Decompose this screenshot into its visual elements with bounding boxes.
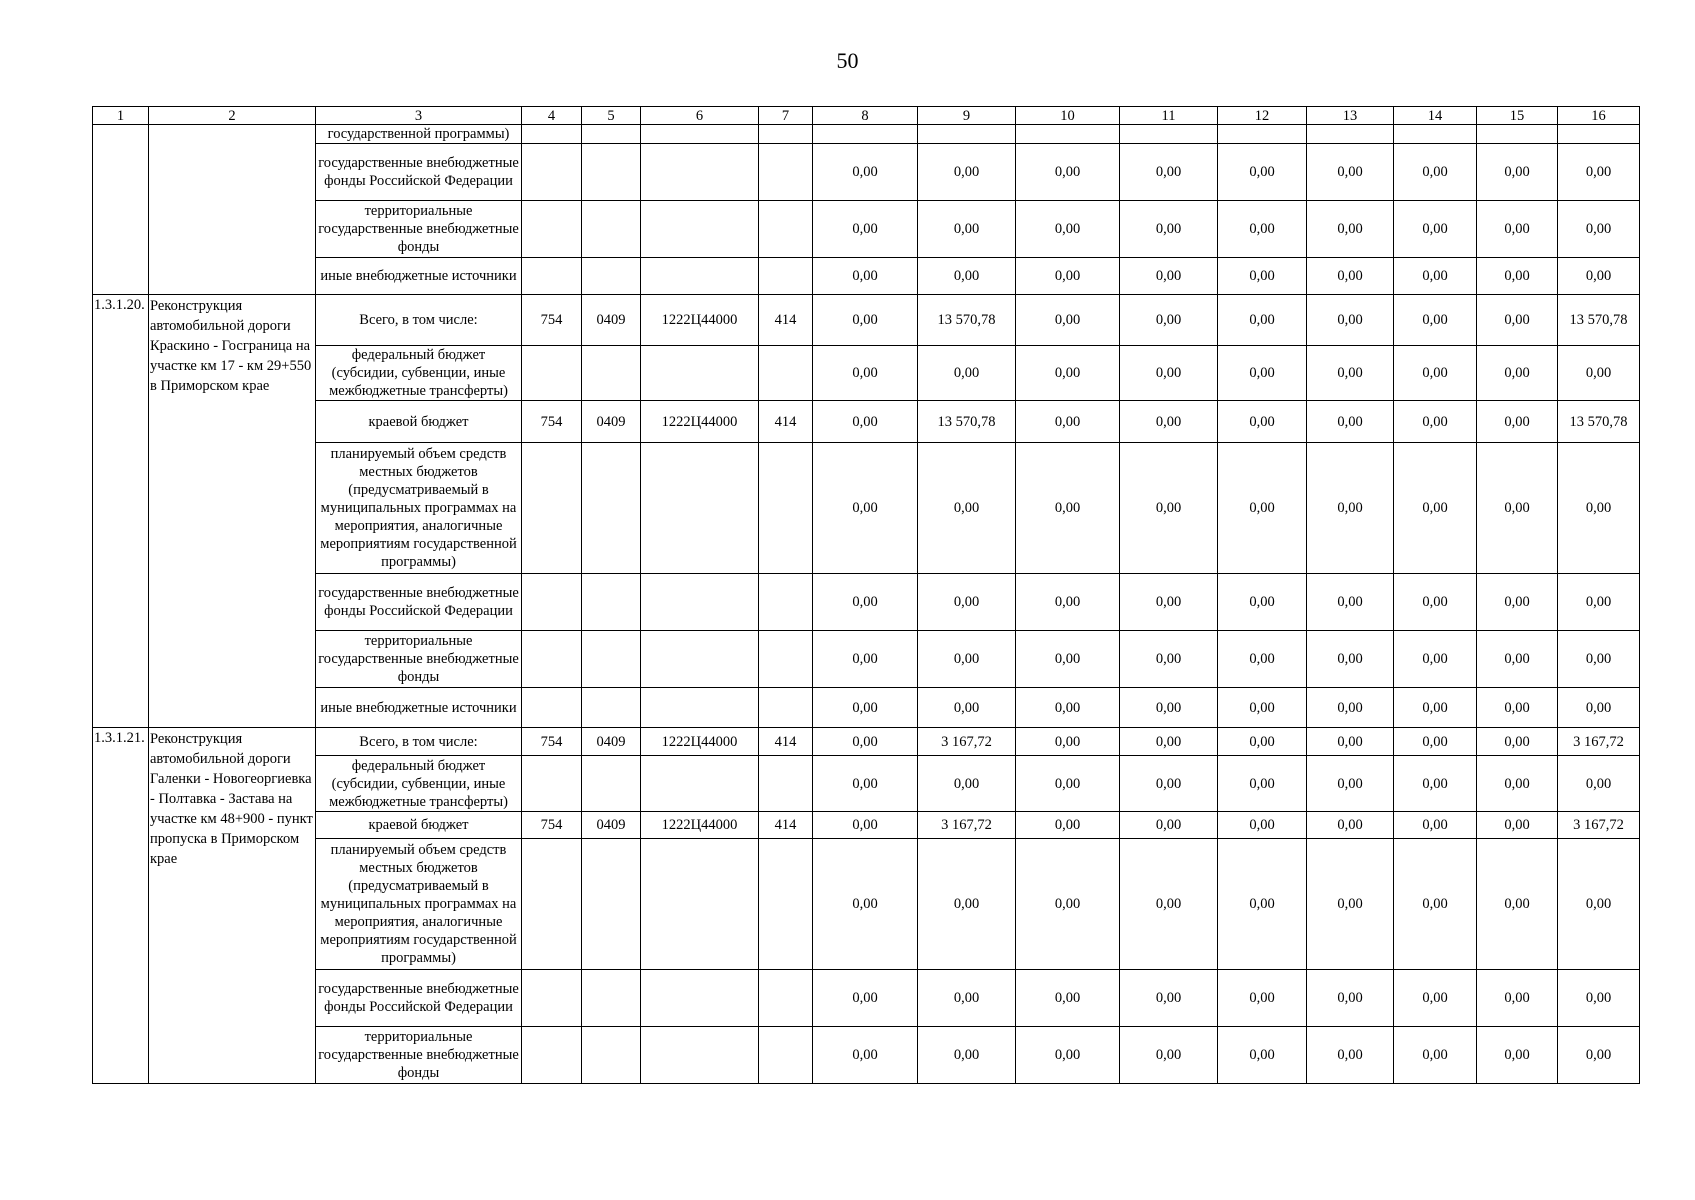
classification-cell: 754 <box>522 812 582 839</box>
amount-cell: 0,00 <box>813 1027 918 1084</box>
table-row <box>93 258 1640 295</box>
amount-cell: 0,00 <box>1558 346 1640 401</box>
amount-cell: 0,00 <box>1307 728 1394 756</box>
amount-cell: 0,00 <box>1477 1027 1558 1084</box>
amount-cell: 0,00 <box>1558 970 1640 1027</box>
amount-cell: 0,00 <box>1120 631 1218 688</box>
funding-source-cell: краевой бюджет <box>316 812 522 839</box>
amount-cell: 0,00 <box>1394 728 1477 756</box>
amount-cell: 0,00 <box>1307 631 1394 688</box>
amount-cell: 0,00 <box>1016 756 1120 812</box>
table-row <box>93 443 1640 574</box>
classification-cell: 0409 <box>582 812 641 839</box>
funding-source-cell: планируемый объем средств местных бюджетов (предусматриваемый в муниципальных программах на мероприятия, аналогичные мероприятиям государственной программы) <box>316 839 522 970</box>
amount-cell: 0,00 <box>813 144 918 201</box>
item-code-cell <box>93 125 149 295</box>
funding-source-cell: государственные внебюджетные фонды Российской Федерации <box>316 574 522 631</box>
amount-cell: 0,00 <box>1477 688 1558 728</box>
amount-cell: 0,00 <box>1218 201 1307 258</box>
classification-cell <box>522 144 582 201</box>
classification-cell: 1222Ц44000 <box>641 295 759 346</box>
classification-cell: 414 <box>759 812 813 839</box>
amount-cell <box>1016 125 1120 144</box>
amount-cell: 0,00 <box>1558 258 1640 295</box>
classification-cell: 0409 <box>582 295 641 346</box>
amount-cell: 0,00 <box>1558 688 1640 728</box>
classification-cell <box>641 346 759 401</box>
amount-cell: 0,00 <box>1307 346 1394 401</box>
amount-cell: 3 167,72 <box>1558 812 1640 839</box>
amount-cell: 0,00 <box>1307 756 1394 812</box>
amount-cell: 0,00 <box>1394 1027 1477 1084</box>
amount-cell: 0,00 <box>1394 295 1477 346</box>
amount-cell: 0,00 <box>1394 401 1477 443</box>
classification-cell: 414 <box>759 295 813 346</box>
amount-cell: 0,00 <box>1218 346 1307 401</box>
funding-source-cell: иные внебюджетные источники <box>316 258 522 295</box>
amount-cell: 3 167,72 <box>1558 728 1640 756</box>
classification-cell <box>759 144 813 201</box>
classification-cell: 754 <box>522 401 582 443</box>
amount-cell: 0,00 <box>1120 970 1218 1027</box>
amount-cell: 0,00 <box>1558 839 1640 970</box>
amount-cell: 0,00 <box>1477 295 1558 346</box>
amount-cell: 0,00 <box>1016 812 1120 839</box>
header-cell: 16 <box>1558 107 1640 125</box>
table-row <box>93 401 1640 443</box>
classification-cell <box>641 144 759 201</box>
amount-cell <box>1120 125 1218 144</box>
amount-cell: 0,00 <box>813 258 918 295</box>
classification-cell <box>759 201 813 258</box>
funding-source-cell: государственные внебюджетные фонды Российской Федерации <box>316 970 522 1027</box>
classification-cell <box>759 346 813 401</box>
amount-cell: 0,00 <box>1394 970 1477 1027</box>
classification-cell <box>522 631 582 688</box>
amount-cell: 0,00 <box>1307 201 1394 258</box>
funding-source-cell: планируемый объем средств местных бюджетов (предусматриваемый в муниципальных программах на мероприятия, аналогичные мероприятиям государственной программы) <box>316 443 522 574</box>
table-row <box>93 346 1640 401</box>
funding-source-cell: Всего, в том числе: <box>316 728 522 756</box>
classification-cell <box>522 125 582 144</box>
classification-cell: 1222Ц44000 <box>641 812 759 839</box>
classification-cell <box>582 839 641 970</box>
amount-cell: 3 167,72 <box>918 812 1016 839</box>
classification-cell <box>582 258 641 295</box>
classification-cell <box>641 970 759 1027</box>
table-row <box>93 728 1640 756</box>
amount-cell: 0,00 <box>1394 574 1477 631</box>
amount-cell: 0,00 <box>1477 812 1558 839</box>
classification-cell: 1222Ц44000 <box>641 728 759 756</box>
table-row <box>93 125 1640 144</box>
classification-cell <box>759 1027 813 1084</box>
page-number: 50 <box>836 48 859 73</box>
amount-cell: 0,00 <box>918 144 1016 201</box>
amount-cell: 0,00 <box>1218 295 1307 346</box>
amount-cell: 0,00 <box>813 295 918 346</box>
classification-cell <box>522 443 582 574</box>
classification-cell: 1222Ц44000 <box>641 401 759 443</box>
amount-cell: 0,00 <box>1394 346 1477 401</box>
classification-cell <box>641 574 759 631</box>
amount-cell: 0,00 <box>1394 443 1477 574</box>
amount-cell: 0,00 <box>1394 688 1477 728</box>
table-row <box>93 574 1640 631</box>
header-cell: 1 <box>93 107 149 125</box>
item-code-cell: 1.3.1.20. <box>93 295 149 728</box>
classification-cell <box>641 688 759 728</box>
amount-cell: 0,00 <box>1307 574 1394 631</box>
amount-cell: 0,00 <box>1394 258 1477 295</box>
header-cell: 13 <box>1307 107 1394 125</box>
amount-cell: 0,00 <box>1016 346 1120 401</box>
classification-cell <box>759 125 813 144</box>
amount-cell: 0,00 <box>1307 839 1394 970</box>
classification-cell <box>522 1027 582 1084</box>
header-cell: 11 <box>1120 107 1218 125</box>
classification-cell <box>641 1027 759 1084</box>
amount-cell: 0,00 <box>813 728 918 756</box>
funding-source-cell: иные внебюджетные источники <box>316 688 522 728</box>
classification-cell <box>759 688 813 728</box>
amount-cell: 0,00 <box>1307 144 1394 201</box>
funding-source-cell: краевой бюджет <box>316 401 522 443</box>
amount-cell: 0,00 <box>1394 839 1477 970</box>
amount-cell: 0,00 <box>1120 201 1218 258</box>
amount-cell: 0,00 <box>1218 688 1307 728</box>
amount-cell: 0,00 <box>918 631 1016 688</box>
amount-cell: 0,00 <box>813 756 918 812</box>
classification-cell <box>759 443 813 574</box>
classification-cell <box>759 756 813 812</box>
amount-cell: 0,00 <box>1394 812 1477 839</box>
header-cell: 14 <box>1394 107 1477 125</box>
amount-cell: 0,00 <box>1120 812 1218 839</box>
classification-cell: 0409 <box>582 401 641 443</box>
amount-cell: 0,00 <box>1218 812 1307 839</box>
amount-cell: 0,00 <box>813 812 918 839</box>
amount-cell: 0,00 <box>918 839 1016 970</box>
amount-cell: 0,00 <box>1307 812 1394 839</box>
funding-source-cell: территориальные государственные внебюджетные фонды <box>316 201 522 258</box>
table-row <box>93 201 1640 258</box>
classification-cell <box>522 688 582 728</box>
classification-cell <box>759 258 813 295</box>
classification-cell <box>582 1027 641 1084</box>
amount-cell: 0,00 <box>1477 839 1558 970</box>
amount-cell: 0,00 <box>1307 1027 1394 1084</box>
amount-cell: 0,00 <box>918 970 1016 1027</box>
header-cell: 7 <box>759 107 813 125</box>
classification-cell <box>582 574 641 631</box>
classification-cell <box>582 346 641 401</box>
amount-cell: 0,00 <box>813 631 918 688</box>
funding-source-cell: государственные внебюджетные фонды Российской Федерации <box>316 144 522 201</box>
amount-cell: 0,00 <box>1120 295 1218 346</box>
amount-cell: 0,00 <box>1477 631 1558 688</box>
table-row <box>93 970 1640 1027</box>
amount-cell: 0,00 <box>1477 574 1558 631</box>
amount-cell: 0,00 <box>1120 258 1218 295</box>
amount-cell: 0,00 <box>813 688 918 728</box>
amount-cell: 0,00 <box>1016 574 1120 631</box>
classification-cell <box>641 443 759 574</box>
header-cell: 3 <box>316 107 522 125</box>
header-cell: 5 <box>582 107 641 125</box>
classification-cell <box>582 125 641 144</box>
header-cell: 12 <box>1218 107 1307 125</box>
amount-cell: 0,00 <box>1218 443 1307 574</box>
amount-cell: 0,00 <box>918 756 1016 812</box>
classification-cell <box>641 756 759 812</box>
classification-cell: 754 <box>522 295 582 346</box>
amount-cell: 0,00 <box>1016 258 1120 295</box>
classification-cell <box>582 201 641 258</box>
amount-cell: 0,00 <box>813 401 918 443</box>
amount-cell <box>813 125 918 144</box>
classification-cell <box>582 756 641 812</box>
amount-cell: 0,00 <box>1016 201 1120 258</box>
amount-cell: 0,00 <box>1016 443 1120 574</box>
classification-cell <box>641 839 759 970</box>
classification-cell <box>641 631 759 688</box>
amount-cell: 0,00 <box>1218 756 1307 812</box>
amount-cell: 13 570,78 <box>918 401 1016 443</box>
header-cell: 15 <box>1477 107 1558 125</box>
budget-table <box>92 106 1640 1084</box>
amount-cell: 0,00 <box>1477 144 1558 201</box>
amount-cell: 0,00 <box>918 1027 1016 1084</box>
header-cell: 4 <box>522 107 582 125</box>
classification-cell: 754 <box>522 728 582 756</box>
amount-cell <box>918 125 1016 144</box>
table-row <box>93 295 1640 346</box>
amount-cell: 0,00 <box>1307 688 1394 728</box>
amount-cell: 0,00 <box>918 201 1016 258</box>
funding-source-cell: государственной программы) <box>316 125 522 144</box>
amount-cell: 0,00 <box>1394 144 1477 201</box>
amount-cell: 0,00 <box>1558 631 1640 688</box>
amount-cell: 0,00 <box>1016 688 1120 728</box>
amount-cell: 0,00 <box>1016 728 1120 756</box>
item-name-cell: Реконструкция автомобильной дороги Галенки - Новогеоргиевка - Полтавка - Застава на участке км 48+900 - пункт пропуска в Приморском крае <box>149 728 316 1084</box>
classification-cell <box>582 443 641 574</box>
amount-cell: 0,00 <box>1477 970 1558 1027</box>
amount-cell: 0,00 <box>1120 1027 1218 1084</box>
amount-cell: 0,00 <box>813 839 918 970</box>
classification-cell <box>759 970 813 1027</box>
funding-source-cell: территориальные государственные внебюджетные фонды <box>316 1027 522 1084</box>
amount-cell: 0,00 <box>1120 574 1218 631</box>
amount-cell <box>1394 125 1477 144</box>
classification-cell <box>522 201 582 258</box>
amount-cell: 0,00 <box>1016 1027 1120 1084</box>
amount-cell: 0,00 <box>1218 839 1307 970</box>
classification-cell <box>759 574 813 631</box>
amount-cell: 0,00 <box>1120 839 1218 970</box>
amount-cell: 0,00 <box>1218 970 1307 1027</box>
amount-cell: 0,00 <box>1558 756 1640 812</box>
amount-cell: 13 570,78 <box>918 295 1016 346</box>
amount-cell: 0,00 <box>1120 401 1218 443</box>
classification-cell <box>641 125 759 144</box>
amount-cell: 0,00 <box>1558 574 1640 631</box>
table-row <box>93 1027 1640 1084</box>
header-cell: 2 <box>149 107 316 125</box>
amount-cell: 0,00 <box>1394 631 1477 688</box>
amount-cell: 0,00 <box>813 970 918 1027</box>
header-cell: 6 <box>641 107 759 125</box>
amount-cell: 0,00 <box>1218 401 1307 443</box>
amount-cell: 0,00 <box>1477 346 1558 401</box>
amount-cell: 0,00 <box>1016 401 1120 443</box>
amount-cell: 0,00 <box>1307 258 1394 295</box>
table-row <box>93 688 1640 728</box>
amount-cell: 0,00 <box>1120 346 1218 401</box>
classification-cell <box>522 258 582 295</box>
amount-cell: 0,00 <box>1218 631 1307 688</box>
amount-cell: 0,00 <box>1558 443 1640 574</box>
amount-cell: 0,00 <box>918 574 1016 631</box>
amount-cell: 0,00 <box>1016 144 1120 201</box>
amount-cell: 13 570,78 <box>1558 295 1640 346</box>
amount-cell: 0,00 <box>1016 839 1120 970</box>
header-row <box>93 107 1640 125</box>
amount-cell: 0,00 <box>918 346 1016 401</box>
amount-cell <box>1558 125 1640 144</box>
amount-cell: 0,00 <box>1394 201 1477 258</box>
amount-cell: 0,00 <box>1477 728 1558 756</box>
item-name-cell <box>149 125 316 295</box>
amount-cell: 0,00 <box>1120 756 1218 812</box>
amount-cell: 0,00 <box>1218 258 1307 295</box>
amount-cell: 13 570,78 <box>1558 401 1640 443</box>
table-row <box>93 144 1640 201</box>
amount-cell: 0,00 <box>1307 970 1394 1027</box>
funding-source-cell: федеральный бюджет (субсидии, субвенции, иные межбюджетные трансферты) <box>316 756 522 812</box>
amount-cell: 0,00 <box>1477 201 1558 258</box>
classification-cell <box>522 346 582 401</box>
amount-cell: 0,00 <box>1218 1027 1307 1084</box>
item-code-cell: 1.3.1.21. <box>93 728 149 1084</box>
classification-cell <box>582 688 641 728</box>
table-row <box>93 812 1640 839</box>
amount-cell: 0,00 <box>813 346 918 401</box>
amount-cell: 3 167,72 <box>918 728 1016 756</box>
amount-cell: 0,00 <box>1477 401 1558 443</box>
amount-cell: 0,00 <box>1218 144 1307 201</box>
classification-cell <box>582 144 641 201</box>
classification-cell <box>522 970 582 1027</box>
classification-cell <box>759 631 813 688</box>
amount-cell: 0,00 <box>813 574 918 631</box>
table-row <box>93 631 1640 688</box>
classification-cell: 0409 <box>582 728 641 756</box>
funding-source-cell: территориальные государственные внебюджетные фонды <box>316 631 522 688</box>
amount-cell: 0,00 <box>1558 1027 1640 1084</box>
classification-cell <box>641 258 759 295</box>
amount-cell: 0,00 <box>1016 295 1120 346</box>
classification-cell: 414 <box>759 728 813 756</box>
amount-cell: 0,00 <box>1120 728 1218 756</box>
amount-cell: 0,00 <box>1307 401 1394 443</box>
table-row <box>93 839 1640 970</box>
amount-cell: 0,00 <box>1218 728 1307 756</box>
header-cell: 8 <box>813 107 918 125</box>
classification-cell <box>759 839 813 970</box>
amount-cell: 0,00 <box>813 201 918 258</box>
classification-cell <box>582 631 641 688</box>
amount-cell: 0,00 <box>1558 144 1640 201</box>
header-cell: 10 <box>1016 107 1120 125</box>
amount-cell: 0,00 <box>1120 688 1218 728</box>
amount-cell: 0,00 <box>1307 295 1394 346</box>
amount-cell: 0,00 <box>1016 631 1120 688</box>
amount-cell: 0,00 <box>1477 756 1558 812</box>
amount-cell: 0,00 <box>1394 756 1477 812</box>
amount-cell <box>1307 125 1394 144</box>
amount-cell: 0,00 <box>918 688 1016 728</box>
classification-cell: 414 <box>759 401 813 443</box>
amount-cell: 0,00 <box>918 443 1016 574</box>
item-name-cell: Реконструкция автомобильной дороги Краскино - Госграница на участке км 17 - км 29+550 в Приморском крае <box>149 295 316 728</box>
classification-cell <box>522 756 582 812</box>
classification-cell <box>522 839 582 970</box>
amount-cell: 0,00 <box>1218 574 1307 631</box>
classification-cell <box>522 574 582 631</box>
amount-cell <box>1218 125 1307 144</box>
amount-cell: 0,00 <box>1558 201 1640 258</box>
amount-cell: 0,00 <box>1477 258 1558 295</box>
amount-cell: 0,00 <box>813 443 918 574</box>
classification-cell <box>641 201 759 258</box>
amount-cell: 0,00 <box>1477 443 1558 574</box>
amount-cell <box>1477 125 1558 144</box>
classification-cell <box>582 970 641 1027</box>
amount-cell: 0,00 <box>918 258 1016 295</box>
funding-source-cell: федеральный бюджет (субсидии, субвенции, иные межбюджетные трансферты) <box>316 346 522 401</box>
amount-cell: 0,00 <box>1016 970 1120 1027</box>
funding-source-cell: Всего, в том числе: <box>316 295 522 346</box>
table-row <box>93 756 1640 812</box>
amount-cell: 0,00 <box>1307 443 1394 574</box>
header-cell: 9 <box>918 107 1016 125</box>
amount-cell: 0,00 <box>1120 443 1218 574</box>
amount-cell: 0,00 <box>1120 144 1218 201</box>
